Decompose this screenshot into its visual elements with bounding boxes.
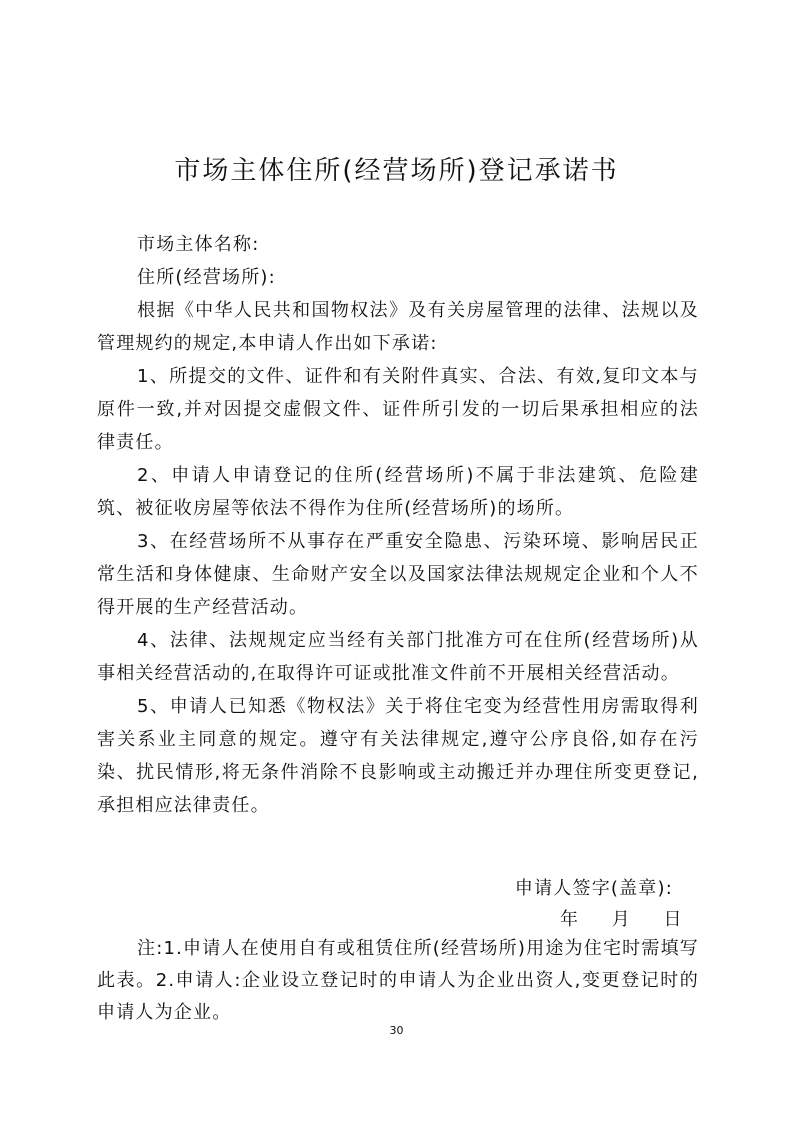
commitment-item-1: 1、所提交的文件、证件和有关附件真实、合法、有效,复印文本与原件一致,并对因提交虚假文件、证件所引发的一切后果承担相应的法律责任。 [97, 366, 699, 453]
page-number: 30 [389, 1024, 404, 1037]
commitment-item-2: 2、申请人申请登记的住所(经营场所)不属于非法建筑、危险建筑、被征收房屋等依法不得作为住所(经营场所)的场所。 [97, 465, 699, 519]
entity-name-field-label: 市场主体名称: [137, 234, 260, 255]
signature-label: 申请人签字(盖章): [514, 878, 673, 899]
commitment-item-3: 3、在经营场所不从事存在严重安全隐患、污染环境、影响居民正常生活和身体健康、生命财产安全以及国家法律法规规定企业和个人不得开展的生产经营活动。 [97, 531, 699, 618]
footnote [97, 933, 699, 1029]
intro-paragraph: 根据《中华人民共和国物权法》及有关房屋管理的法律、法规以及管理规约的规定,本申请人作出如下承诺: [97, 300, 699, 354]
date-label: 年 月 日 [560, 909, 686, 930]
commitment-item-4: 4、法律、法规规定应当经有关部门批准方可在住所(经营场所)从事相关经营活动的,在取得许可证或批准文件前不开展相关经营活动。 [97, 630, 699, 684]
address-field-label: 住所(经营场所): [137, 267, 276, 288]
page-title: 市场主体住所(经营场所)登记承诺书 [174, 156, 619, 186]
footnote-text: 注:1.申请人在使用自有或租赁住所(经营场所)用途为住宅时需填写此表。2.申请人:企业设立登记时的申请人为企业出资人,变更登记时的申请人为企业。 [97, 938, 699, 1023]
commitment-item-5: 5、申请人已知悉《物权法》关于将住宅变为经营性用房需取得利害关系业主同意的规定。遵守有关法律规定,遵守公序良俗,如存在污染、扰民情形,将无条件消除不良影响或主动搬迁并办理住所变更登记,承担相应法律责任。 [97, 696, 699, 816]
document-body [97, 228, 699, 822]
